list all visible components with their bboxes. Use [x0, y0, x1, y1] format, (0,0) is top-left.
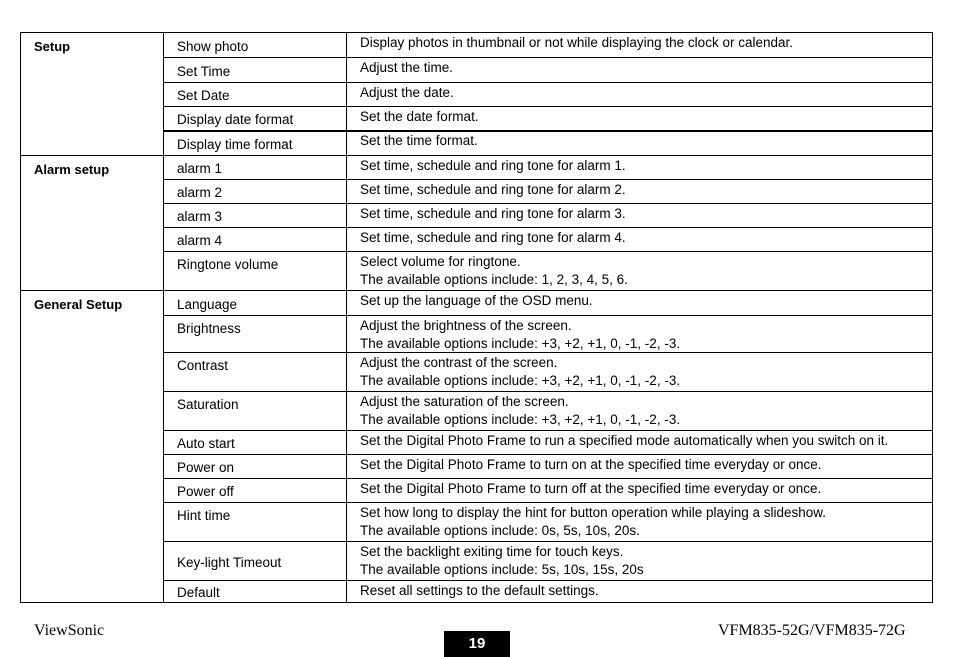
setting-description: Set the date format.	[360, 109, 479, 124]
row-divider	[163, 179, 932, 180]
setting-description: Set how long to display the hint for button operation while playing a slideshow.	[360, 505, 827, 520]
setting-description: The available options include: +3, +2, +1, 0, -1, -2, -3.	[360, 336, 681, 351]
setting-item: Saturation	[177, 397, 239, 412]
row-divider	[163, 251, 932, 252]
section-title: Alarm setup	[34, 162, 110, 177]
setting-item: alarm 3	[177, 209, 223, 224]
setting-description: The available options include: 1, 2, 3, 4, 5, 6.	[360, 272, 628, 287]
row-divider	[163, 541, 932, 542]
setting-item: Show photo	[177, 39, 249, 54]
setting-description: Adjust the contrast of the screen.	[360, 355, 558, 370]
setting-description: The available options include: +3, +2, +1, 0, -1, -2, -3.	[360, 412, 681, 427]
row-divider	[163, 430, 932, 431]
row-divider	[163, 130, 932, 132]
row-divider	[163, 454, 932, 455]
setting-description: Set time, schedule and ring tone for alarm 4.	[360, 230, 626, 245]
setting-description: Set the backlight exiting time for touch keys.	[360, 544, 624, 559]
row-divider	[163, 315, 932, 316]
setting-item: Contrast	[177, 358, 229, 373]
setting-item: Hint time	[177, 508, 231, 523]
setting-description: Display photos in thumbnail or not while displaying the clock or calendar.	[360, 35, 793, 50]
setting-item: Set Time	[177, 64, 231, 79]
row-divider	[163, 82, 932, 83]
row-divider	[163, 57, 932, 58]
setting-description: The available options include: 0s, 5s, 10s, 20s.	[360, 523, 640, 538]
row-divider	[163, 502, 932, 503]
setting-description: Select volume for ringtone.	[360, 254, 521, 269]
setting-description: Set the Digital Photo Frame to turn on at the specified time everyday or once.	[360, 457, 822, 472]
section-divider	[21, 155, 932, 156]
row-divider	[163, 352, 932, 353]
row-divider	[163, 478, 932, 479]
setting-item: Display time format	[177, 137, 293, 152]
setting-description: The available options include: +3, +2, +1, 0, -1, -2, -3.	[360, 373, 681, 388]
row-divider	[163, 203, 932, 204]
setting-description: Set time, schedule and ring tone for alarm 2.	[360, 182, 626, 197]
setting-description: Adjust the saturation of the screen.	[360, 394, 569, 409]
setting-item: Brightness	[177, 321, 241, 336]
setting-description: Adjust the brightness of the screen.	[360, 318, 572, 333]
setting-item: Ringtone volume	[177, 257, 279, 272]
row-divider	[163, 106, 932, 107]
setting-description: The available options include: 5s, 10s, 15s, 20s	[360, 562, 644, 577]
setting-item: Display date format	[177, 112, 294, 127]
setting-description: Adjust the date.	[360, 85, 454, 100]
row-divider	[163, 227, 932, 228]
setting-description: Set the Digital Photo Frame to turn off at the specified time everyday or once.	[360, 481, 822, 496]
footer-brand: ViewSonic	[34, 622, 105, 639]
setting-item: alarm 4	[177, 233, 223, 248]
settings-table	[20, 32, 933, 603]
setting-description: Set up the language of the OSD menu.	[360, 293, 593, 308]
row-divider	[163, 391, 932, 392]
setting-item: Power on	[177, 460, 235, 475]
setting-description: Set time, schedule and ring tone for alarm 3.	[360, 206, 626, 221]
section-title: General Setup	[34, 297, 123, 312]
setting-item: Set Date	[177, 88, 230, 103]
column-divider	[163, 33, 164, 602]
section-divider	[21, 290, 932, 291]
footer-model: VFM835-52G/VFM835-72G	[718, 622, 906, 639]
setting-item: Power off	[177, 484, 234, 499]
setting-description: Set the time format.	[360, 133, 478, 148]
setting-item: alarm 2	[177, 185, 223, 200]
page-number-badge: 19	[444, 631, 510, 657]
setting-description: Adjust the time.	[360, 60, 454, 75]
setting-description: Reset all settings to the default settings.	[360, 583, 599, 598]
setting-item: Auto start	[177, 436, 235, 451]
setting-description: Set time, schedule and ring tone for alarm 1.	[360, 158, 626, 173]
setting-description: Set the Digital Photo Frame to run a specified mode automatically when you switch on it.	[360, 433, 889, 448]
setting-item: Key-light Timeout	[177, 555, 282, 570]
row-divider	[163, 580, 932, 581]
setting-item: Default	[177, 585, 220, 600]
column-divider	[346, 33, 347, 602]
setting-item: alarm 1	[177, 161, 223, 176]
section-title: Setup	[34, 39, 71, 54]
setting-item: Language	[177, 297, 238, 312]
